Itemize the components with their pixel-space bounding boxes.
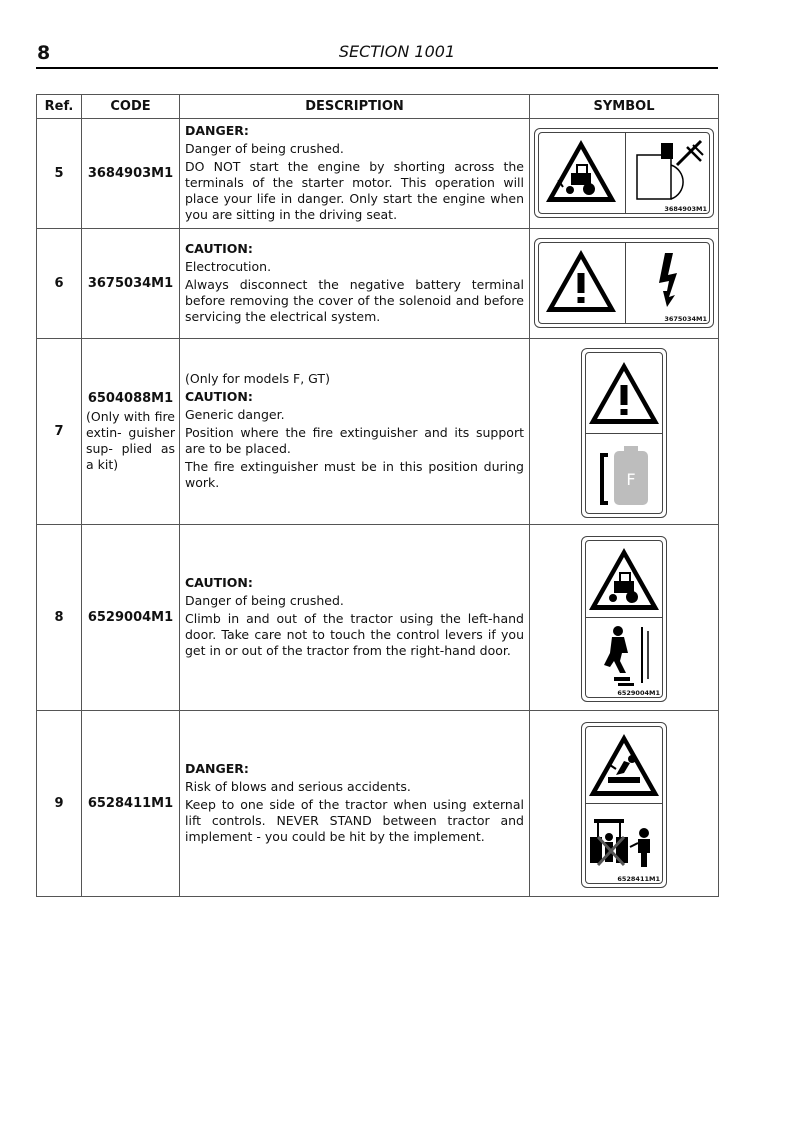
row-description xyxy=(180,229,530,339)
row-code xyxy=(82,229,180,339)
table-row xyxy=(37,711,719,897)
warning-triangle-icon xyxy=(543,247,619,315)
row-ref: 9 xyxy=(37,711,82,897)
description-heading: CAUTION: xyxy=(185,240,253,256)
header-rule xyxy=(36,67,718,69)
row-description xyxy=(180,525,530,711)
description-line: Electrocution. xyxy=(185,258,272,274)
row-ref: 6 xyxy=(37,229,82,339)
header-symbol: SYMBOL xyxy=(530,95,719,119)
decal-code: 3675034M1 xyxy=(664,315,707,323)
description-heading: CAUTION: xyxy=(185,388,253,404)
lift-controls-hazard-icon xyxy=(586,807,662,873)
description-line: Danger of being crushed. xyxy=(185,140,344,156)
table-header-row xyxy=(37,95,719,119)
table-row xyxy=(37,119,719,229)
operator-exit-icon xyxy=(592,623,656,687)
row-description xyxy=(180,119,530,229)
row-code xyxy=(82,525,180,711)
row-description xyxy=(180,711,530,897)
page-number: 8 xyxy=(37,42,51,64)
table-row xyxy=(37,525,719,711)
table-row xyxy=(37,229,719,339)
row-code xyxy=(82,119,180,229)
fire-extinguisher-icon xyxy=(594,445,654,511)
row-symbol xyxy=(530,229,719,339)
warning-triangle-icon xyxy=(586,359,662,427)
header-ref: Ref. xyxy=(37,95,82,119)
row-description xyxy=(180,339,530,525)
safety-decal xyxy=(581,348,667,518)
safety-labels-table xyxy=(36,94,719,897)
row-ref: 8 xyxy=(37,525,82,711)
code-value: 6528411M1 xyxy=(87,796,174,811)
description-prefix: (Only for models F, GT) xyxy=(185,370,330,386)
description-line: Climb in and out of the tractor using the left-hand door. Take care not to touch the control levers if you get in or out of the tractor from the right-hand door. xyxy=(185,610,524,658)
description-line: Keep to one side of the tractor when using external lift controls. NEVER STAND between tractor and implement - you could be hit by the implement. xyxy=(185,796,524,844)
row-symbol xyxy=(530,119,719,229)
code-value: 6504088M1 xyxy=(87,390,174,406)
decal-code: 3684903M1 xyxy=(664,205,707,213)
description-line: The fire extinguisher must be in this position during work. xyxy=(185,458,524,490)
row-code xyxy=(82,711,180,897)
code-note: (Only with fire extin- guisher sup- plied as a kit) xyxy=(86,408,175,472)
row-code xyxy=(82,339,180,525)
header-code: CODE xyxy=(82,95,180,119)
description-line: Generic danger. xyxy=(185,406,285,422)
safety-decal xyxy=(534,128,714,218)
lightning-bolt-icon xyxy=(653,251,689,309)
safety-decal xyxy=(581,536,667,702)
code-value: 3684903M1 xyxy=(87,166,174,181)
impact-warning-icon xyxy=(586,731,662,799)
description-line: Position where the fire extinguisher and its support are to be placed. xyxy=(185,424,524,456)
row-symbol xyxy=(530,525,719,711)
section-title: SECTION 1001 xyxy=(338,42,456,61)
description-heading: DANGER: xyxy=(185,760,249,776)
description-line: Always disconnect the negative battery terminal before removing the cover of the solenoid and before servicing the electrical system. xyxy=(185,276,524,324)
decal-code: 6528411M1 xyxy=(617,875,660,883)
starter-motor-icon xyxy=(631,135,711,207)
header-description: DESCRIPTION xyxy=(180,95,530,119)
row-symbol xyxy=(530,711,719,897)
decal-code: 6529004M1 xyxy=(617,689,660,697)
table-row xyxy=(37,339,719,525)
description-heading: DANGER: xyxy=(185,122,249,138)
row-ref: 5 xyxy=(37,119,82,229)
row-ref: 7 xyxy=(37,339,82,525)
crush-warning-icon xyxy=(543,137,619,205)
description-line: DO NOT start the engine by shorting across the terminals of the starter motor. This operation will place your life in danger. Only start the engine when you are sitting in the driving seat. xyxy=(185,158,524,222)
description-heading: CAUTION: xyxy=(185,574,253,590)
code-value: 6529004M1 xyxy=(87,610,174,625)
extinguisher-letter: F xyxy=(626,470,636,489)
code-value: 3675034M1 xyxy=(87,276,174,291)
description-line: Danger of being crushed. xyxy=(185,592,344,608)
safety-decal xyxy=(581,722,667,888)
safety-decal xyxy=(534,238,714,328)
crush-warning-icon xyxy=(586,545,662,613)
description-line: Risk of blows and serious accidents. xyxy=(185,778,411,794)
row-symbol xyxy=(530,339,719,525)
